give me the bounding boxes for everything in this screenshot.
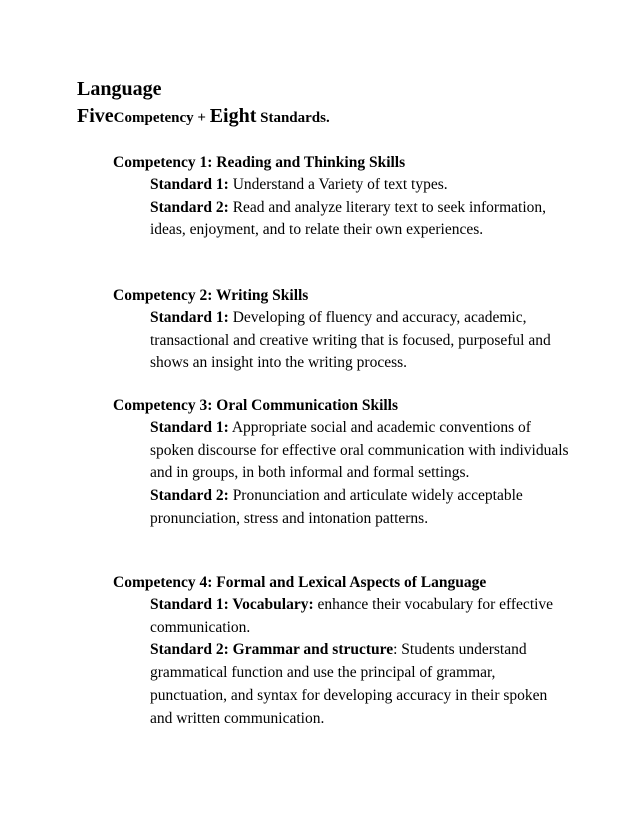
subtitle-five: Five [77,105,114,127]
competency-4-standard-1 [150,594,570,639]
subtitle-eight: Eight [209,105,257,127]
competency-1-standard-2 [150,197,570,242]
competency-1-section [113,151,593,242]
standard-label: Standard 2: [150,198,229,216]
document-subtitle [77,104,330,130]
standard-text: Read and analyze literary text to seek information, ideas, enjoyment, and to relate their own experiences. [150,198,547,239]
standard-label: Standard 1: [150,309,229,326]
competency-4-section [113,571,593,730]
subtitle-standards: Standards. [256,110,330,126]
standard-text: Appropriate social and academic conventions of spoken discourse for effective oral communication with individuals and in groups, in both informal and formal settings. [150,419,569,482]
subtitle-competency: Competency + [113,110,210,126]
standard-text: : Students understand grammatical function and use the principal of grammar, punctuation, and syntax for developing accuracy in their spoken and written communication. [150,641,548,727]
standard-label: Standard 1: [150,176,229,193]
competency-4-heading: Competency 4: Formal and Lexical Aspects of Language [113,574,487,591]
competency-1-standards [150,174,570,242]
competency-3-heading: Competency 3: Oral Communication Skills [113,397,399,414]
competency-2-heading: Competency 2: Writing Skills [113,287,309,304]
competency-4-standards [150,594,570,730]
competency-3-standard-2 [150,485,570,530]
document-title: Language [77,78,162,100]
standard-text: Pronunciation and articulate widely acceptable pronunciation, stress and intonation patterns. [150,487,523,527]
standard-label: Standard 2: Grammar and structure [150,641,394,659]
standard-text: Developing of fluency and accuracy, academic, transactional and creative writing that is focused, purposeful and shows an insight into the writing process. [150,309,551,372]
competency-1-standard-1 [150,174,570,197]
competency-2-standard-1 [150,307,570,375]
competency-2-section [113,284,593,375]
standard-label: Standard 1: Vocabulary: [150,596,314,613]
competency-2-standards [150,307,570,375]
competency-3-standard-1 [150,417,570,485]
competency-3-standards [150,417,570,531]
standard-text: enhance their vocabulary for effective communication. [150,596,554,636]
standard-label: Standard 2: [150,487,229,505]
competency-1-heading: Competency 1: Reading and Thinking Skills [113,154,406,171]
competency-3-section [113,394,593,531]
competency-4-standard-2 [150,639,570,730]
standard-label: Standard 1: [150,419,229,436]
standard-text: Understand a Variety of text types. [228,176,448,193]
